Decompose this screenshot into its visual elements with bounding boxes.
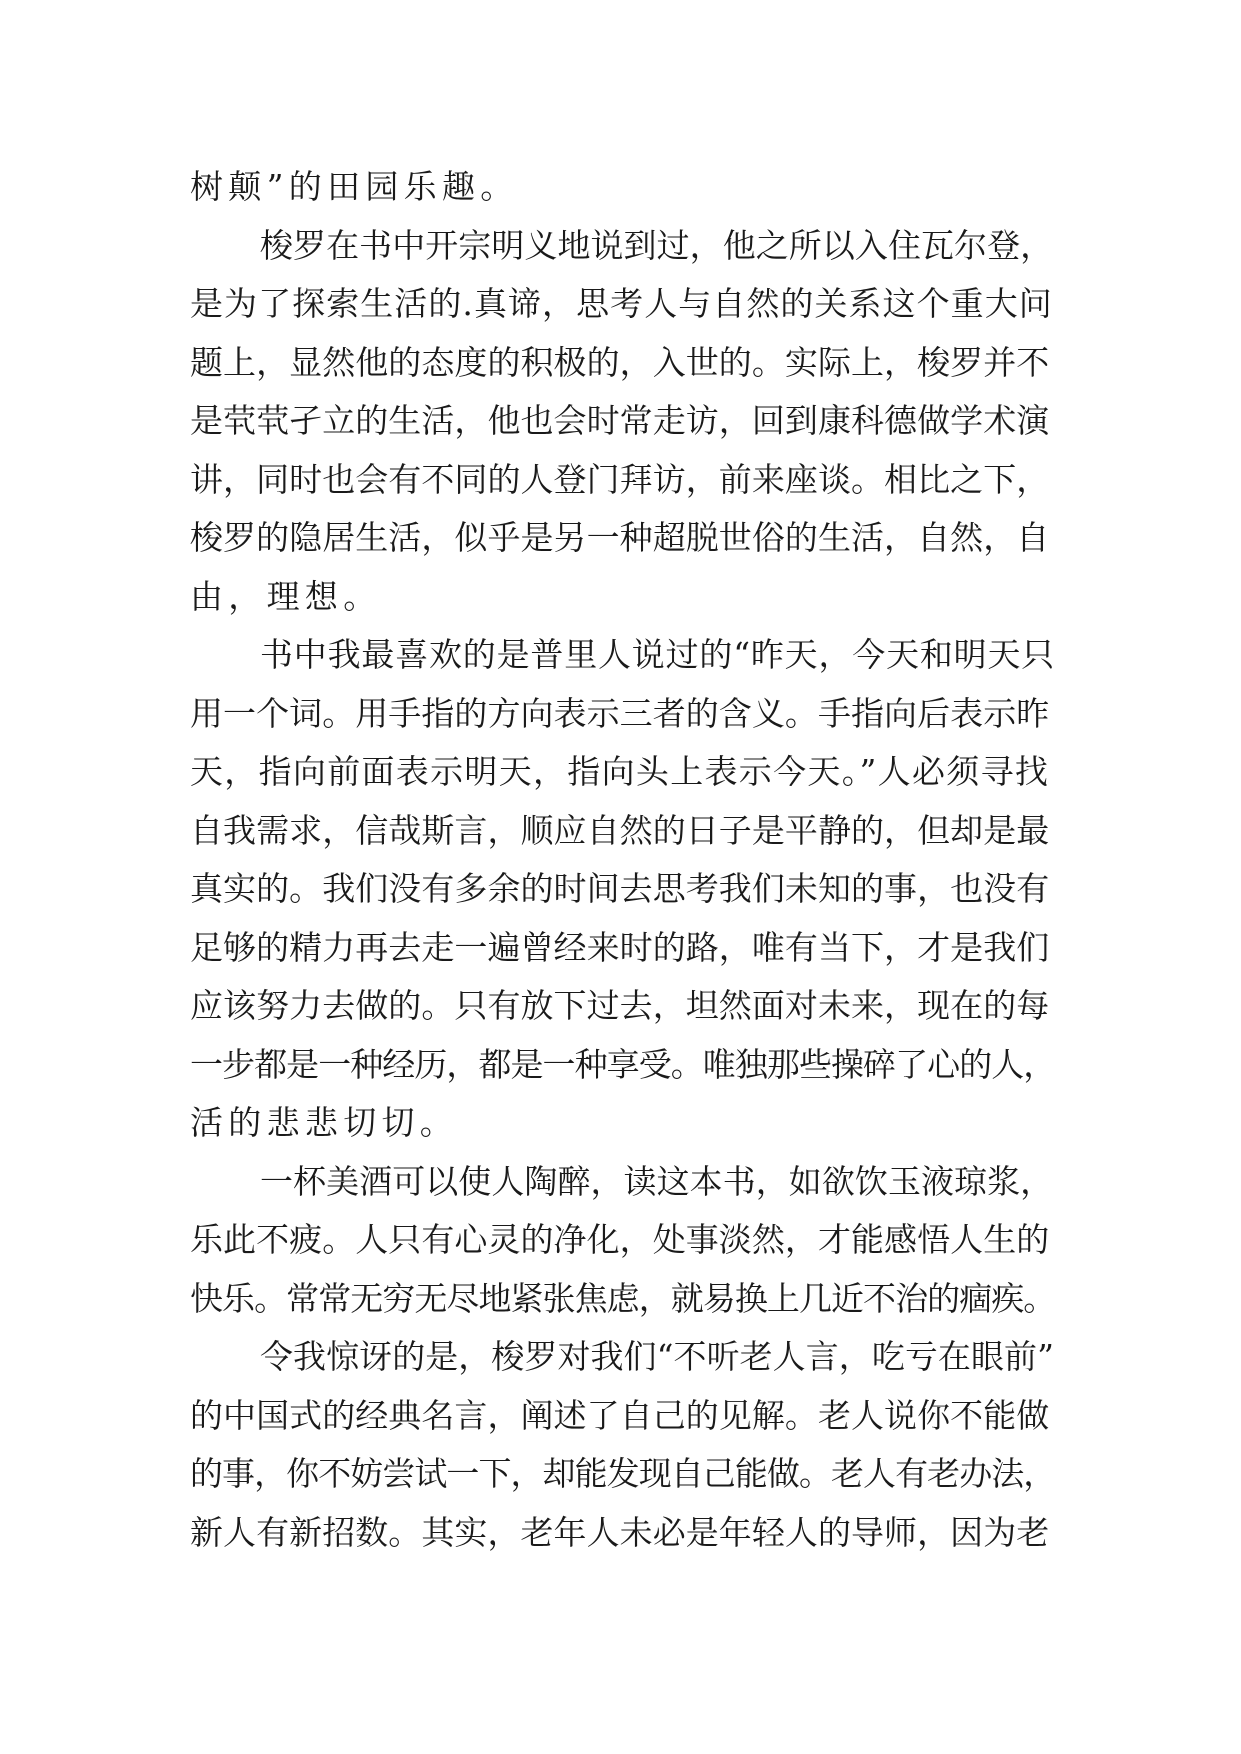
text-line: 的中国式的经典名言，阐述了自己的见解。老人说你不能做 [190,1395,1050,1435]
paragraph-first-line: 书中我最喜欢的是普里人说过的“昨天，今天和明天只 [260,635,1056,674]
text-line: 快乐。常常无穷无尽地紧张焦虑，就易换上几近不治的痼疾。 [190,1278,1056,1318]
text-line: 的事，你不妨尝试一下，却能发现自己能做。老人有老办法， [190,1454,1056,1493]
text-line: 是为了探索生活的.真谛，思考人与自然的关系这个重大问 [190,284,1053,323]
paragraph-first-line: 一杯美酒可以使人陶醉，读这本书，如欲饮玉液琼浆， [260,1161,1054,1201]
text-line: 题上，显然他的态度的积极的，入世的。实际上，梭罗并不 [190,342,1050,382]
text-line: 天，指向前面表示明天，指向头上表示今天。”人必须寻找 [190,752,1050,791]
text-line: 活的悲悲切切。 [190,1103,459,1142]
text-line: 梭罗的隐居生活，似乎是另一种超脱世俗的生活，自然，自 [190,518,1050,557]
paragraph-first-line: 梭罗在书中开宗明义地说到过，他之所以入住瓦尔登， [260,225,1054,265]
document-body [190,158,1055,1562]
text-line: 树颠”的田园乐趣。 [190,167,519,206]
text-line: 足够的精力再去走一遍曾经来时的路，唯有当下，才是我们 [190,927,1050,967]
text-line: 新人有新招数。其实，老年人未必是年轻人的导师，因为老 [190,1512,1050,1552]
text-line: 真实的。我们没有多余的时间去思考我们未知的事，也没有 [190,869,1050,908]
text-line: 由，理想。 [190,576,382,616]
text-line: 讲，同时也会有不同的人登门拜访，前来座谈。相比之下， [190,459,1050,499]
text-line: 应该努力去做的。只有放下过去，坦然面对未来，现在的每 [190,986,1050,1025]
text-line: 一步都是一种经历，都是一种享受。唯独那些操碎了心的人， [190,1044,1056,1084]
text-line: 乐此不疲。人只有心灵的净化，处事淡然，才能感悟人生的 [190,1220,1050,1259]
text-line: 是茕茕孑立的生活，他也会时常走访，回到康科德做学术演 [190,401,1050,440]
paragraph-first-line: 令我惊讶的是，梭罗对我们“不听老人言，吃亏在眼前” [260,1337,1054,1376]
text-line: 自我需求，信哉斯言，顺应自然的日子是平静的，但却是最 [190,810,1050,850]
text-line: 用一个词。用手指的方向表示三者的含义。手指向后表示昨 [190,693,1050,733]
